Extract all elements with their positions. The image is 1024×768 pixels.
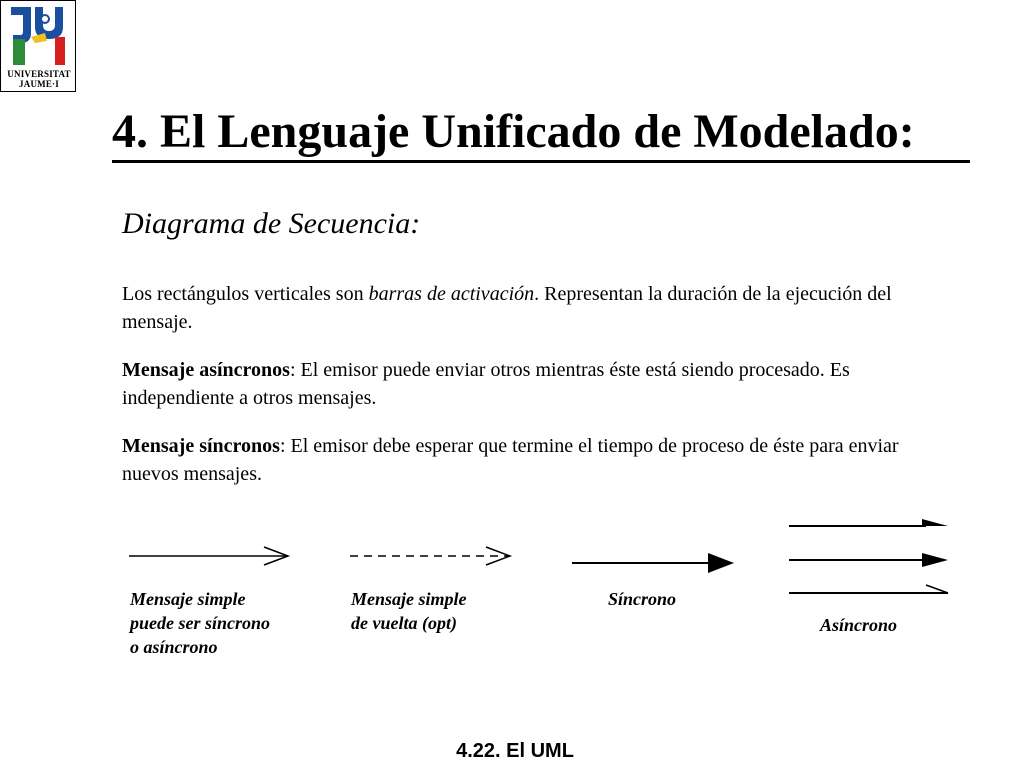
title-underline — [112, 160, 970, 163]
caption-return-line2: de vuelta (opt) — [351, 613, 457, 633]
paragraph-activation-bars — [122, 280, 952, 336]
slide-footer: 4.22. El UML — [456, 740, 574, 762]
caption-return-message — [351, 587, 551, 635]
async-message-arrows-icon — [789, 519, 948, 593]
sync-message-arrow-icon — [572, 553, 734, 573]
section-subtitle: Diagrama de Secuencia: — [122, 207, 421, 240]
caption-simple-message — [130, 587, 330, 659]
caption-simple-line3: o asíncrono — [130, 637, 218, 657]
caption-async: Asíncrono — [820, 615, 898, 635]
caption-simple-line1: Mensaje simple — [130, 589, 246, 609]
p1-text-b: . Representan la duración de la ejecución del mensaje. — [122, 283, 892, 333]
caption-return-line1: Mensaje simple — [351, 589, 467, 609]
logo-text-line2: JAUME·I — [19, 79, 59, 89]
p1-emphasis: barras de activación — [368, 283, 535, 305]
p3-text: : El emisor debe esperar que termine el tiempo de proceso de éste para enviar nuevos mensajes. — [122, 435, 899, 485]
paragraph-async-messages — [122, 356, 952, 412]
return-message-arrow-icon — [350, 547, 510, 565]
simple-message-arrow-icon — [129, 547, 288, 565]
p3-term: Mensaje síncronos — [122, 435, 280, 457]
university-logo-emblem-icon — [5, 3, 73, 67]
caption-simple-line2: puede ser síncrono — [130, 613, 271, 633]
page-title: 4. El Lenguaje Unificado de Modelado: — [112, 105, 915, 158]
p1-text-a: Los rectángulos verticales son — [122, 283, 369, 305]
p2-term: Mensaje asíncronos — [122, 359, 290, 381]
university-logo — [0, 0, 76, 92]
logo-text-line1: UNIVERSITAT — [7, 69, 71, 79]
caption-sync: Síncrono — [608, 589, 677, 609]
paragraph-sync-messages — [122, 432, 952, 488]
p2-text: : El emisor puede enviar otros mientras éste está siendo procesado. Es independiente a otros mensajes. — [122, 359, 850, 409]
